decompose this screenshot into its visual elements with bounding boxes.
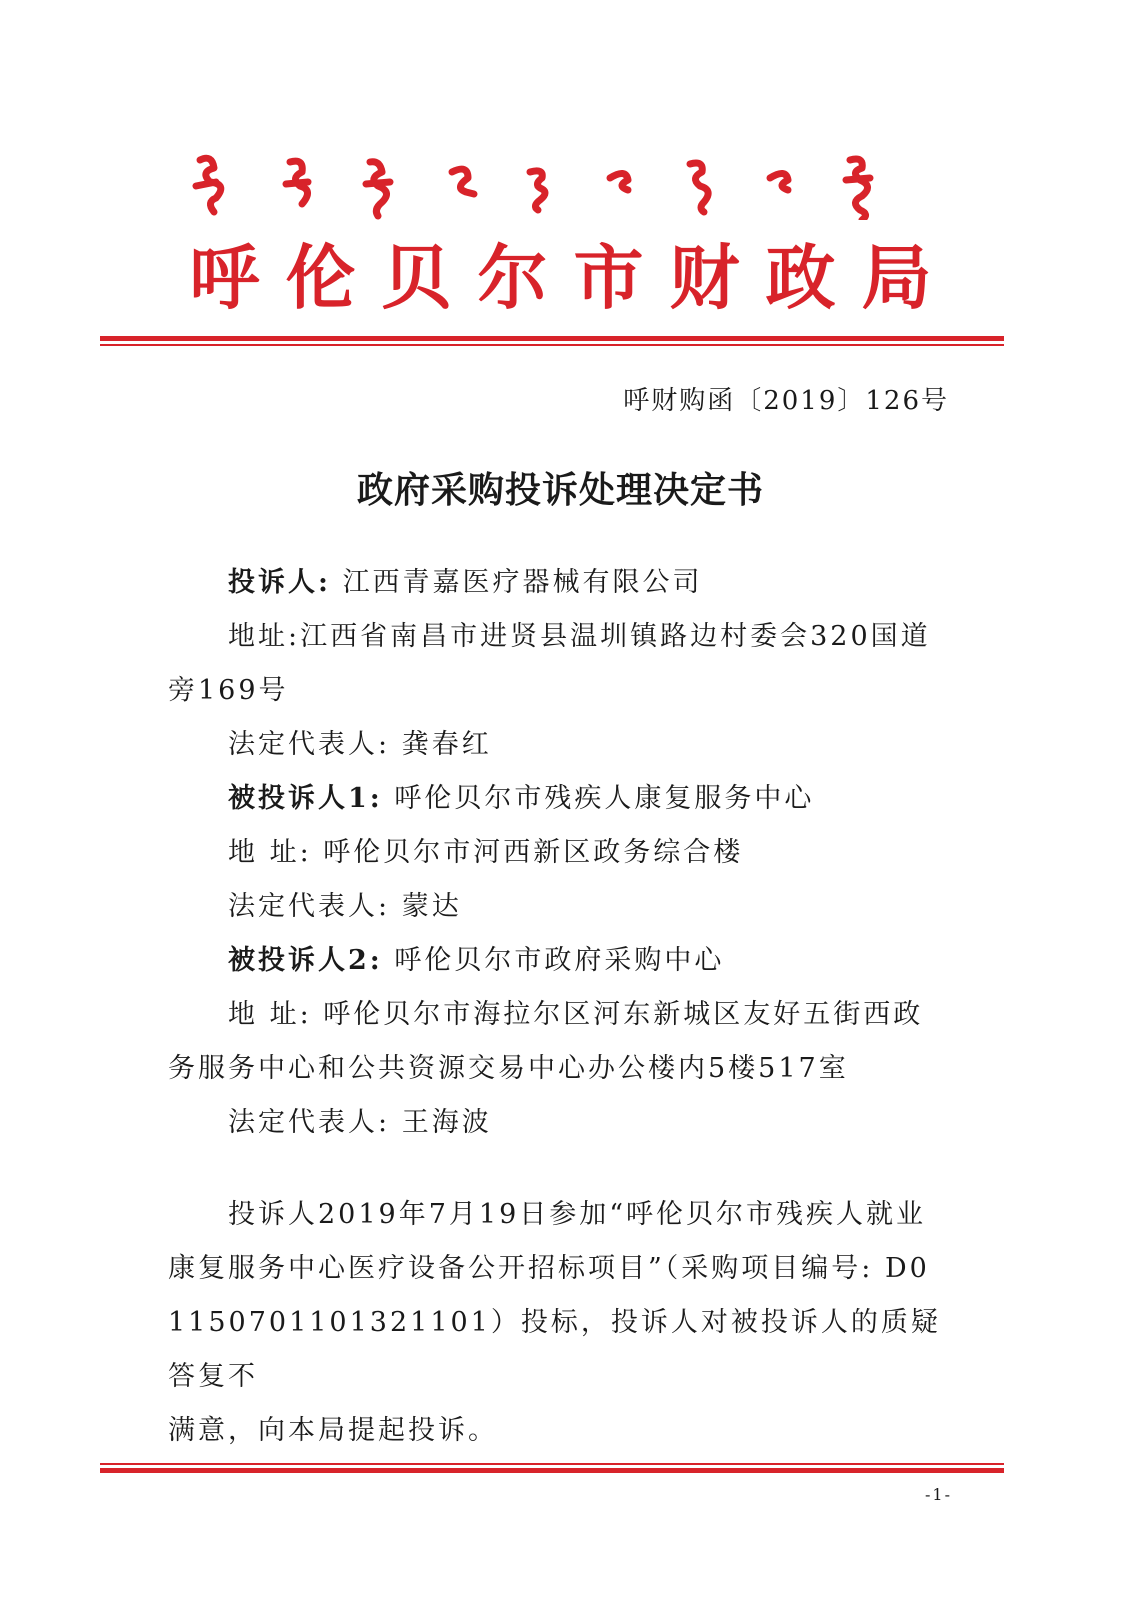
respondent2-address-line-2 (168, 1042, 958, 1096)
respondent1-address-line (168, 826, 958, 880)
respondent1-rep-line (168, 880, 958, 934)
narrative-line-2: 康复服务中心医疗设备公开招标项目”（采购项目编号: D0 (168, 1253, 930, 1284)
complaint-narrative (168, 1188, 958, 1458)
complainant-rep-line (168, 718, 958, 772)
respondent2-rep-name: 王海波 (401, 1107, 492, 1138)
respondent2-label: 被投诉人2: (228, 945, 383, 976)
header-divider (100, 336, 1004, 346)
document-title: 政府采购投诉处理决定书 (356, 469, 764, 511)
respondent2-address-1: 呼伦贝尔市海拉尔区河东新城区友好五街西政 (323, 999, 924, 1030)
narrative-line-3: 1150701101321101）投标，投诉人对被投诉人的质疑答复不 (168, 1307, 941, 1392)
respondent1-address: 呼伦贝尔市河西新区政务综合楼 (323, 837, 744, 868)
complainant-name: 江西青嘉医疗器械有限公司 (342, 567, 703, 598)
respondent1-rep-name: 蒙达 (401, 891, 462, 922)
document-number: 呼财购函〔2019〕126号 (623, 386, 949, 416)
agency-title: 呼伦贝尔市财政局 (189, 237, 958, 319)
mongolian-agency-name (190, 150, 930, 220)
complainant-rep-name: 龚春红 (401, 729, 492, 760)
respondent2-line (168, 934, 958, 988)
respondent2-rep-line (168, 1096, 958, 1150)
narrative-line-4: 满意，向本局提起投诉。 (168, 1415, 498, 1446)
page-number: -1- (925, 1485, 952, 1504)
complainant-address-2: 旁169号 (168, 675, 289, 706)
narrative-line-1: 投诉人2019年7月19日参加“呼伦贝尔市残疾人就业 (228, 1199, 927, 1230)
respondent2-rep-label: 法定代表人: (228, 1107, 391, 1138)
respondent1-address-label: 地 址: (228, 837, 312, 868)
complainant-line (168, 556, 958, 610)
complainant-address-1: 江西省南昌市进贤县温圳镇路边村委会320国道 (300, 621, 931, 652)
complainant-address-label: 地址: (228, 621, 301, 652)
complainant-address-line-2 (168, 664, 958, 718)
respondent1-line (168, 772, 958, 826)
parties-section (168, 556, 958, 1150)
complainant-address-line (168, 610, 958, 664)
respondent2-name: 呼伦贝尔市政府采购中心 (394, 945, 725, 976)
complainant-rep-label: 法定代表人: (228, 729, 391, 760)
respondent2-address-label: 地 址: (228, 999, 312, 1030)
footer-divider (100, 1463, 1004, 1473)
respondent2-address-2: 务服务中心和公共资源交易中心办公楼内5楼517室 (168, 1053, 849, 1084)
respondent1-name: 呼伦贝尔市残疾人康复服务中心 (394, 783, 815, 814)
respondent1-label: 被投诉人1: (228, 783, 383, 814)
respondent2-address-line (168, 988, 958, 1042)
complainant-label: 投诉人: (228, 567, 331, 598)
respondent1-rep-label: 法定代表人: (228, 891, 391, 922)
mongolian-script-glyphs (190, 150, 930, 220)
